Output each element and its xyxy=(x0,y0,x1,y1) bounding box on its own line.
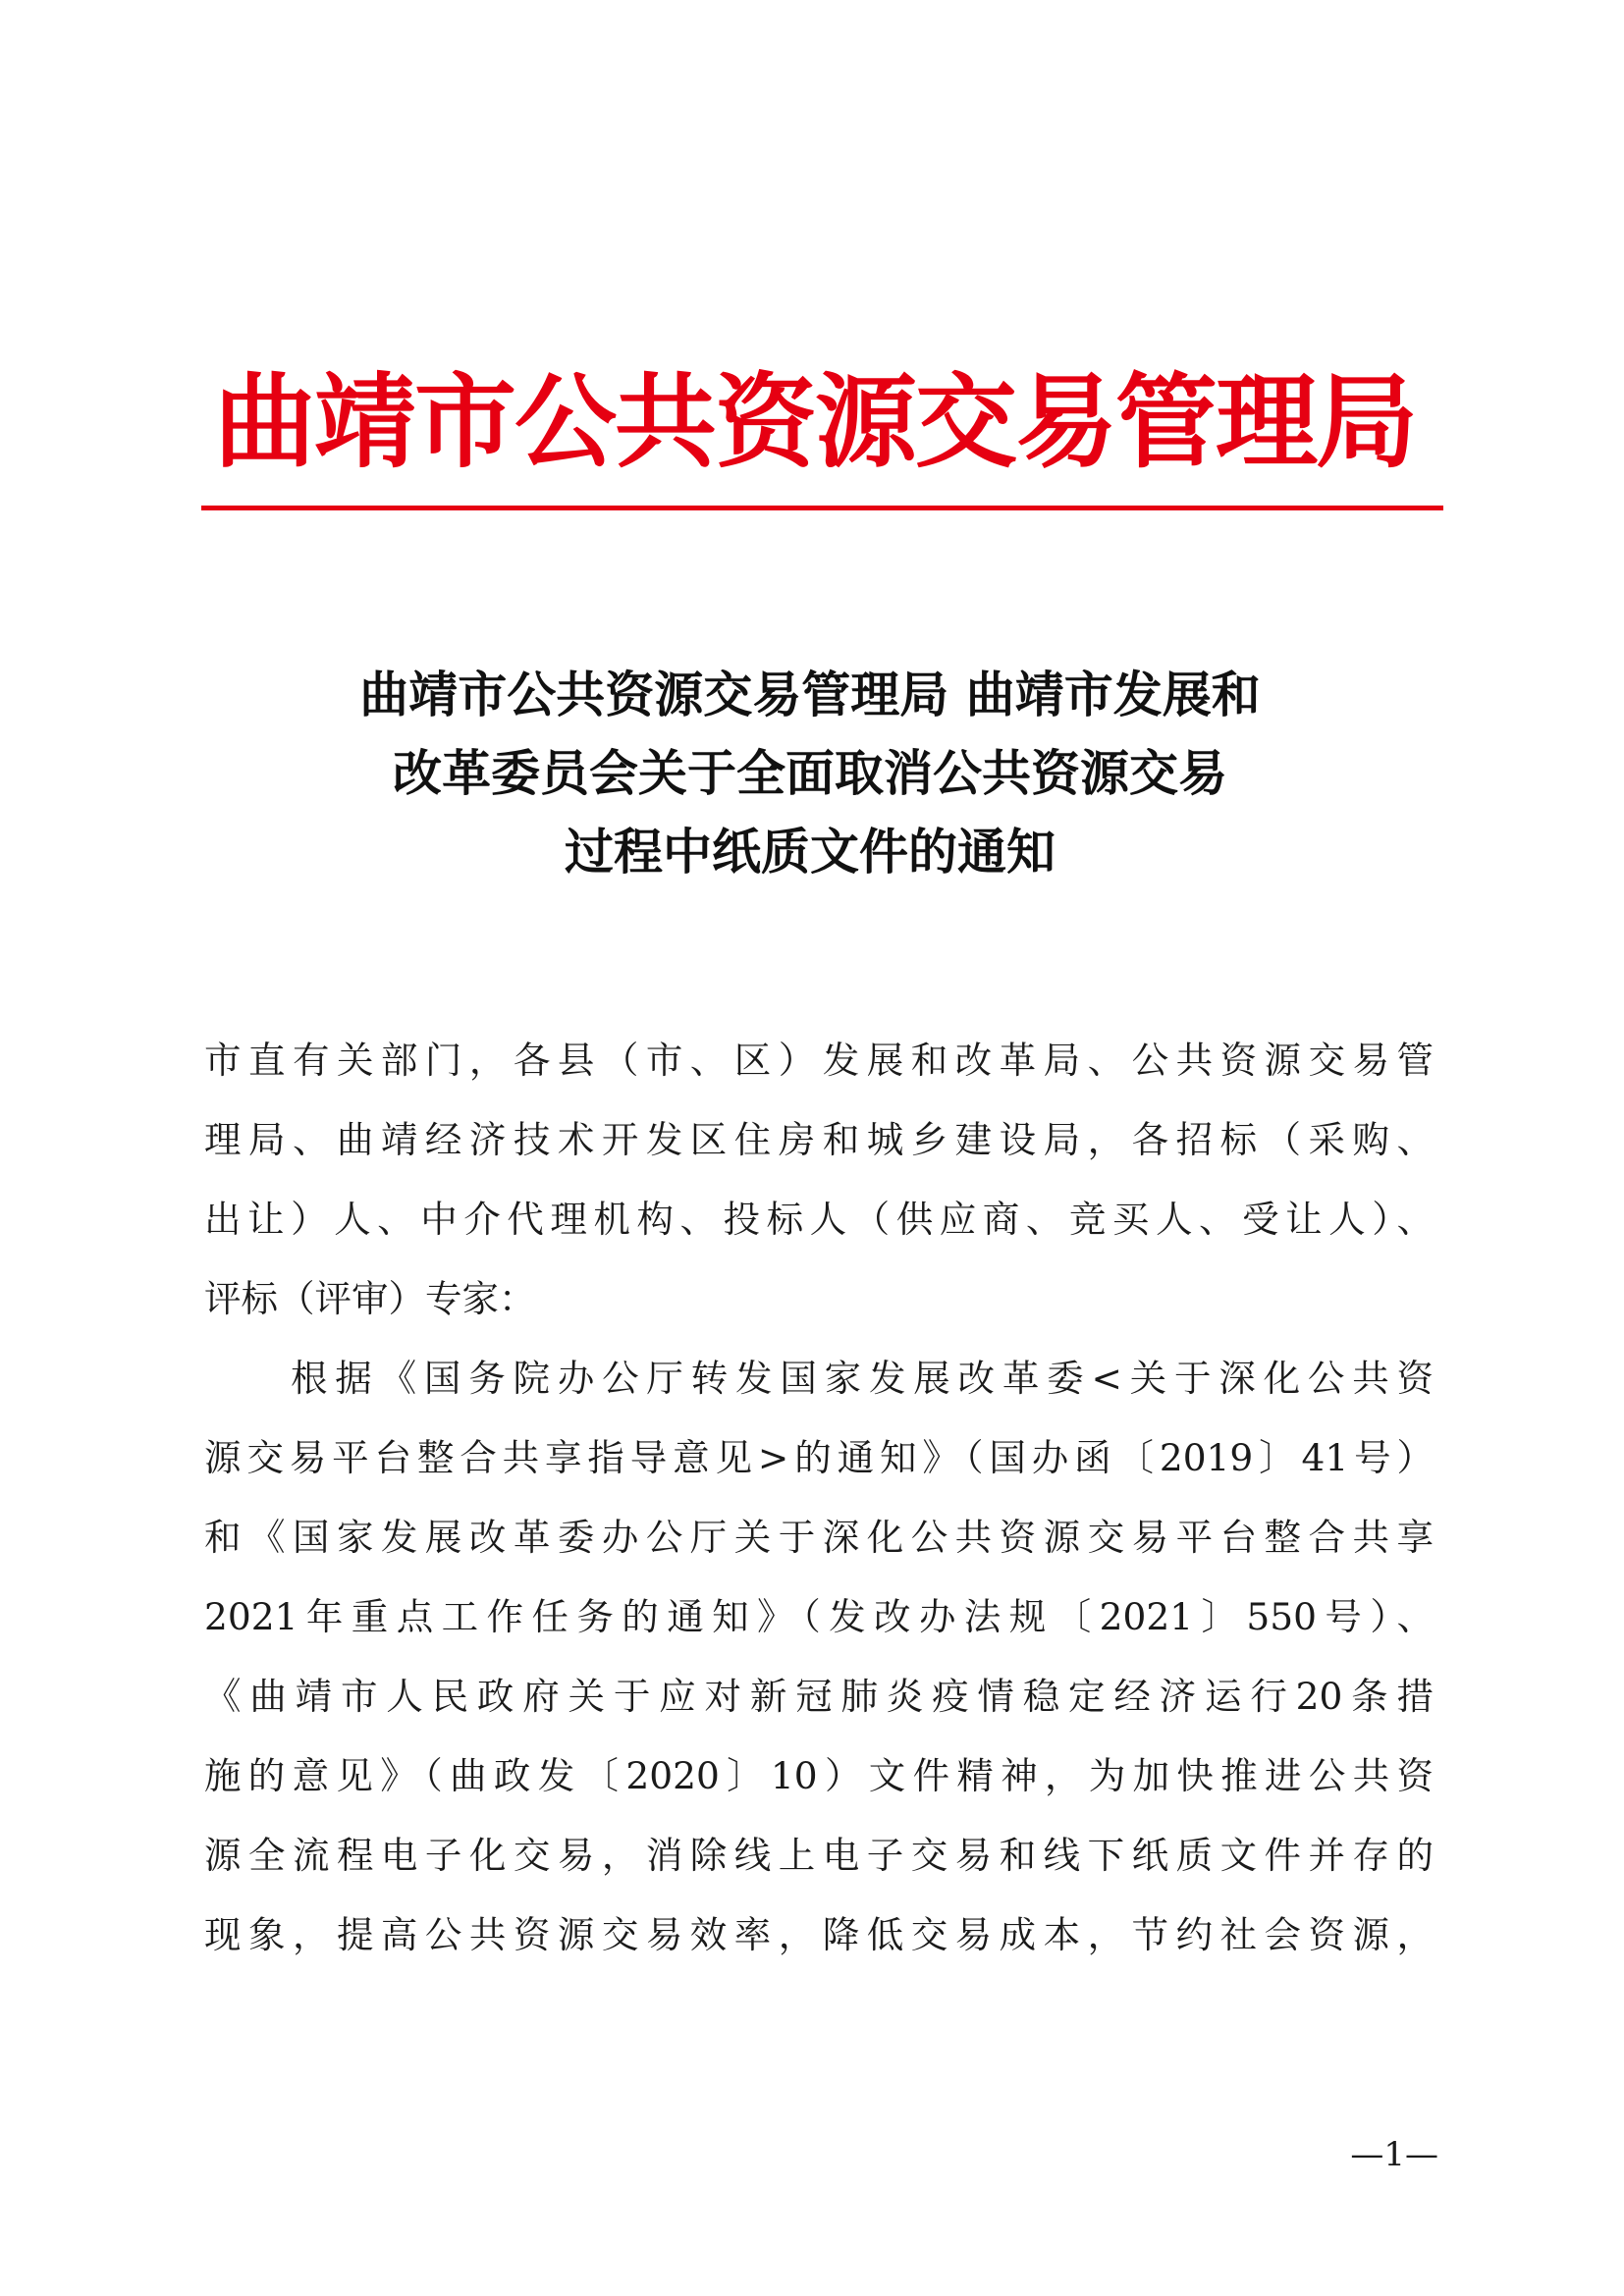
document-body xyxy=(204,1021,1434,1975)
paragraph-line: 源交易平台整合共享指导意见>的通知》（国办函〔2019〕41号） xyxy=(204,1436,1434,1479)
paragraph-line: 源全流程电子化交易，消除线上电子交易和线下纸质文件并存的 xyxy=(204,1834,1434,1877)
paragraph-line: 现象，提高公共资源交易效率，降低交易成本，节约社会资源， xyxy=(204,1913,1434,1956)
paragraph-line: 根据《国务院办公厅转发国家发展改革委<关于深化公共资 xyxy=(291,1357,1434,1400)
page-number: —1— xyxy=(1350,2135,1438,2174)
addressee-line: 市直有关部门，各县（市、区）发展和改革局、公共资源交易管 xyxy=(204,1039,1434,1082)
addressee-line: 评标（评审）专家： xyxy=(204,1277,536,1320)
document-title-line: 过程中纸质文件的通知 xyxy=(565,824,1056,881)
letterhead-red-rule xyxy=(201,506,1443,510)
paragraph-line: 2021年重点工作任务的通知》（发改办法规〔2021〕550号）、 xyxy=(204,1595,1434,1638)
paragraph-line: 施的意见》（曲政发〔2020〕10）文件精神，为加快推进公共资 xyxy=(204,1754,1434,1797)
addressee-line: 出让）人、中介代理机构、投标人（供应商、竞买人、受让人）、 xyxy=(204,1198,1434,1241)
paragraph-line: 《曲靖市人民政府关于应对新冠肺炎疫情稳定经济运行20条措 xyxy=(204,1675,1434,1718)
document-title-line: 改革委员会关于全面取消公共资源交易 xyxy=(393,745,1227,802)
paragraph-line: 和《国家发展改革委办公厅关于深化公共资源交易平台整合共享 xyxy=(204,1516,1434,1559)
document-title xyxy=(196,656,1424,891)
letterhead-agency-name: 曲靖市公共资源交易管理局 xyxy=(213,361,1416,482)
addressee-line: 理局、曲靖经济技术开发区住房和城乡建设局，各招标（采购、 xyxy=(204,1118,1434,1161)
body-paragraph xyxy=(204,1339,1434,1975)
addressee-block xyxy=(204,1021,1434,1339)
document-title-line: 曲靖市公共资源交易管理局 曲靖市发展和 xyxy=(359,667,1261,723)
